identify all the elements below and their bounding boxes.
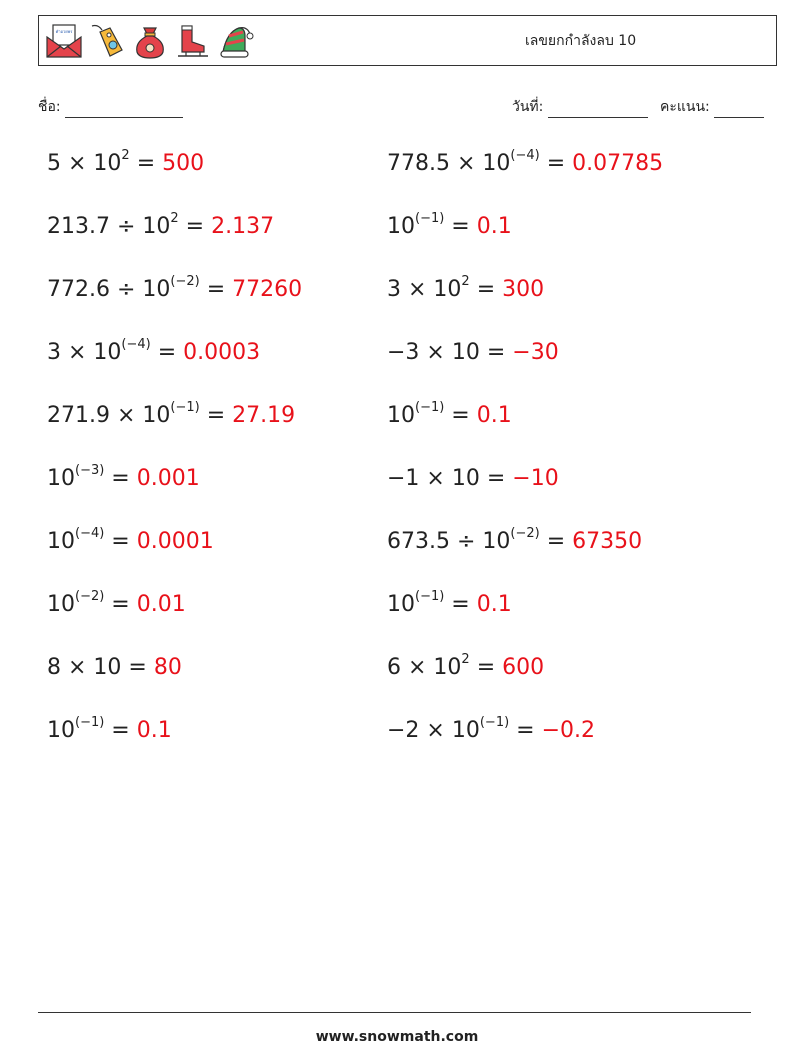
exponent: 2 bbox=[461, 651, 470, 667]
answer: 77260 bbox=[232, 277, 303, 302]
problem-expression: 6 × 10 bbox=[387, 655, 462, 680]
equals-sign: = bbox=[444, 592, 477, 617]
equals-sign: = bbox=[539, 529, 573, 554]
problem-expression: 10 bbox=[47, 718, 75, 743]
exponent: (−2) bbox=[510, 525, 540, 541]
header-icons bbox=[45, 22, 255, 60]
problem-item bbox=[47, 525, 214, 556]
answer: 0.1 bbox=[136, 718, 172, 743]
exponent: (−4) bbox=[510, 147, 540, 163]
problem-item bbox=[47, 147, 205, 178]
exponent: (−1) bbox=[170, 399, 200, 415]
equals-sign: = bbox=[104, 718, 137, 743]
problem-expression: 3 × 10 bbox=[387, 277, 462, 302]
equals-sign: = bbox=[199, 277, 233, 302]
equals-sign: = bbox=[444, 214, 477, 239]
exponent: 2 bbox=[121, 147, 130, 163]
problem-item bbox=[387, 714, 596, 745]
problem-expression: 10 bbox=[47, 592, 75, 617]
exponent: (−1) bbox=[415, 210, 445, 226]
answer: 27.19 bbox=[232, 403, 296, 428]
equals-sign: = bbox=[469, 655, 503, 680]
score-label: คะแนน: bbox=[660, 99, 710, 115]
equals-sign: = bbox=[199, 403, 233, 428]
santa-sack-icon bbox=[131, 22, 169, 60]
exponent: 2 bbox=[461, 273, 470, 289]
santa-hat-icon bbox=[217, 22, 255, 60]
answer: 0.0003 bbox=[183, 340, 261, 365]
score-field bbox=[660, 96, 764, 118]
problem-item bbox=[387, 273, 545, 304]
envelope-card-icon bbox=[45, 22, 83, 60]
problem-item bbox=[387, 651, 545, 682]
answer: 500 bbox=[162, 151, 205, 176]
exponent: (−4) bbox=[75, 525, 105, 541]
problem-expression: 10 bbox=[387, 403, 415, 428]
equals-sign: = bbox=[104, 529, 137, 554]
problem-item bbox=[387, 588, 512, 619]
problem-expression: 10 bbox=[387, 214, 415, 239]
equals-sign: = bbox=[509, 718, 542, 743]
date-label: วันที่: bbox=[512, 99, 544, 115]
exponent: (−1) bbox=[479, 714, 510, 730]
score-blank[interactable] bbox=[714, 102, 764, 118]
problem-item bbox=[47, 588, 186, 619]
exponent: (−1) bbox=[415, 588, 445, 604]
footer-divider bbox=[38, 1012, 751, 1013]
problem-item bbox=[387, 525, 643, 556]
problem-expression: 8 × 10 bbox=[47, 655, 122, 680]
problem-expression: 10 bbox=[47, 466, 75, 491]
exponent: (−1) bbox=[75, 714, 105, 730]
answer: 67350 bbox=[572, 529, 643, 554]
problem-item bbox=[47, 714, 172, 745]
problem-item bbox=[47, 654, 182, 682]
problem-expression: 772.6 ÷ 10 bbox=[47, 277, 171, 302]
problem-expression: 10 bbox=[47, 529, 75, 554]
equals-sign: = bbox=[469, 277, 503, 302]
problem-expression: 10 bbox=[387, 592, 415, 617]
problem-expression: 213.7 ÷ 10 bbox=[47, 214, 171, 239]
problem-expression: 271.9 × 10 bbox=[47, 403, 171, 428]
exponent: (−3) bbox=[75, 462, 105, 478]
equals-sign: = bbox=[104, 466, 137, 491]
answer: 0.07785 bbox=[572, 151, 664, 176]
problem-item bbox=[47, 462, 200, 493]
problem-expression: −3 × 10 bbox=[387, 340, 480, 365]
problem-item bbox=[47, 273, 303, 304]
answer: 0.0001 bbox=[136, 529, 214, 554]
date-field bbox=[512, 96, 648, 118]
equals-sign: = bbox=[539, 151, 573, 176]
name-blank[interactable] bbox=[65, 102, 183, 118]
problem-item bbox=[387, 339, 559, 367]
answer: −30 bbox=[512, 340, 559, 365]
worksheet-title: เลขยกกำลังลบ 10 bbox=[525, 33, 637, 49]
answer: 0.1 bbox=[476, 214, 512, 239]
answer: 80 bbox=[153, 655, 182, 680]
card-text: คำอวยพร bbox=[55, 29, 73, 34]
problem-item bbox=[47, 399, 296, 430]
exponent: 2 bbox=[170, 210, 179, 226]
answer: −10 bbox=[512, 466, 559, 491]
problem-expression: 5 × 10 bbox=[47, 151, 122, 176]
problem-expression: −1 × 10 bbox=[387, 466, 480, 491]
equals-sign: = bbox=[479, 466, 513, 491]
equals-sign: = bbox=[444, 403, 477, 428]
exponent: (−2) bbox=[75, 588, 105, 604]
answer: 0.1 bbox=[476, 403, 512, 428]
problem-item bbox=[387, 147, 664, 178]
exponent: (−4) bbox=[121, 336, 151, 352]
problem-expression: 673.5 ÷ 10 bbox=[387, 529, 511, 554]
problem-expression: 3 × 10 bbox=[47, 340, 122, 365]
gift-tag-icon bbox=[88, 22, 126, 60]
answer: 600 bbox=[502, 655, 545, 680]
problem-expression: 778.5 × 10 bbox=[387, 151, 511, 176]
equals-sign: = bbox=[104, 592, 137, 617]
problem-item bbox=[387, 210, 512, 241]
equals-sign: = bbox=[121, 655, 154, 680]
equals-sign: = bbox=[178, 214, 212, 239]
footer-url: www.snowmath.com bbox=[315, 1029, 479, 1045]
problem-item bbox=[47, 336, 261, 367]
exponent: (−1) bbox=[415, 399, 445, 415]
problem-item bbox=[47, 210, 275, 241]
problem-item bbox=[387, 465, 559, 493]
worksheet-header bbox=[38, 15, 777, 66]
equals-sign: = bbox=[479, 340, 513, 365]
ice-skate-icon bbox=[174, 22, 212, 60]
name-field bbox=[38, 96, 183, 118]
answer: 300 bbox=[502, 277, 545, 302]
date-blank[interactable] bbox=[548, 102, 648, 118]
answer: 0.001 bbox=[136, 466, 200, 491]
equals-sign: = bbox=[129, 151, 163, 176]
answer: 0.1 bbox=[476, 592, 512, 617]
answer: 2.137 bbox=[211, 214, 275, 239]
problem-expression: −2 × 10 bbox=[387, 718, 480, 743]
answer: 0.01 bbox=[136, 592, 186, 617]
name-label: ชื่อ: bbox=[38, 99, 61, 115]
answer: −0.2 bbox=[541, 718, 596, 743]
exponent: (−2) bbox=[170, 273, 200, 289]
problem-item bbox=[387, 399, 512, 430]
equals-sign: = bbox=[150, 340, 184, 365]
